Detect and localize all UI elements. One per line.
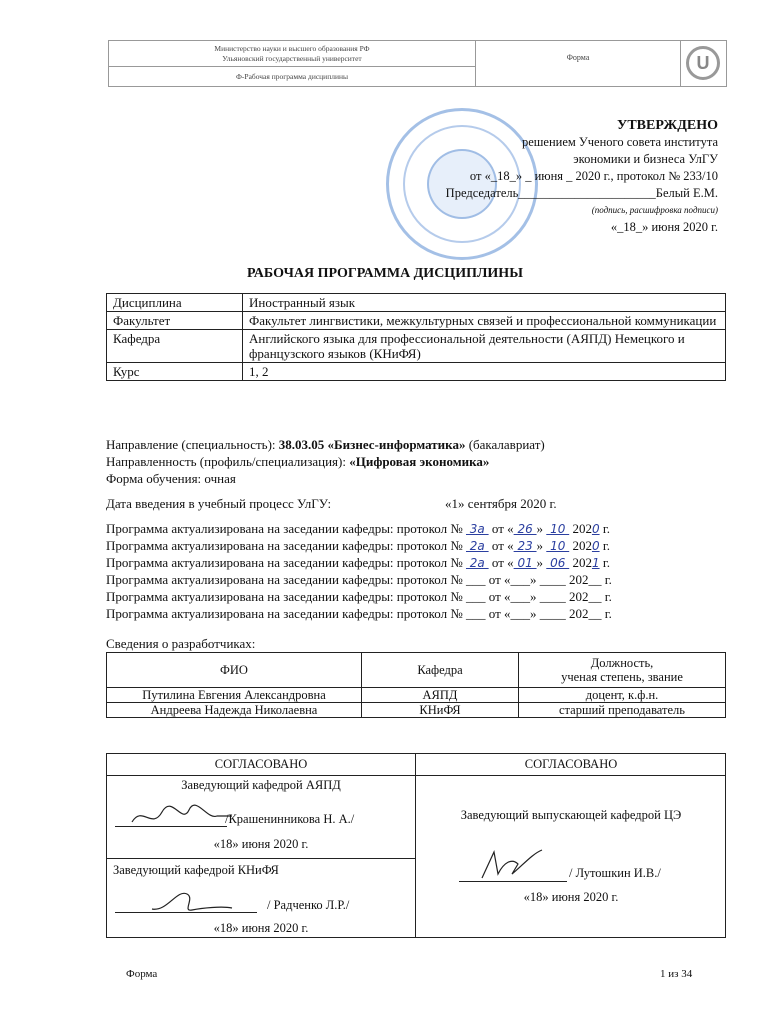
approval-title: УТВЕРЖДЕНО (617, 118, 718, 133)
page-title: РАБОЧАЯ ПРОГРАММА ДИСЦИПЛИНЫ (247, 266, 523, 281)
approval-block (446, 117, 718, 236)
discipline-table (106, 293, 726, 381)
signature-scribble (147, 884, 237, 916)
table-row (107, 312, 726, 330)
signature-scribble (127, 800, 237, 832)
doc-type: Ф-Рабочая программа дисциплины (109, 67, 476, 87)
head-ayapd-name: /Крашенинникова Н. А./ (225, 812, 355, 826)
head-ayapd: Заведующий кафедрой АЯПД (181, 778, 341, 792)
table-cell-key: Курс (107, 363, 243, 381)
signature-scribble (472, 844, 552, 884)
profile-value: «Цифровая экономика» (349, 454, 490, 469)
head-knifya-date: «18» июня 2020 г. (213, 921, 309, 935)
table-cell-key: Кафедра (107, 330, 243, 363)
table-row (107, 703, 726, 718)
table-cell-value: Факультет лингвистики, межкультурных связей и профессиональной коммуникации (243, 312, 726, 330)
approval-line4: Председатель______________________Белый Е.М. (445, 186, 718, 200)
left-agreed-title: СОГЛАСОВАНО (214, 757, 308, 771)
org-name (109, 41, 476, 67)
intro-date-label: Дата введения в учебный процесс УлГУ: (106, 496, 332, 511)
update-line: Программа актуализирована на заседании кафедры: протокол № 3а от « 26 » 10 2020 г. (106, 521, 610, 536)
developers-label: Сведения о разработчиках: (106, 636, 256, 651)
dev-dept: АЯПД (362, 688, 519, 703)
update-line: Программа актуализирована на заседании кафедры: протокол № ___ от «___» ____ 202__ г. (106, 606, 612, 621)
dev-pos: старший преподаватель (519, 703, 726, 718)
form-label: Форма (476, 41, 681, 87)
head-ayapd-date: «18» июня 2020 г. (213, 837, 309, 851)
approval-line6: «_18_» июня 2020 г. (610, 220, 718, 234)
study-form: Форма обучения: очная (106, 471, 236, 486)
update-line: Программа актуализирована на заседании кафедры: протокол № ___ от «___» ____ 202__ г. (106, 589, 612, 604)
form-header (108, 40, 727, 87)
developers-table (106, 652, 726, 718)
table-cell-value: 1, 2 (243, 363, 726, 381)
table-cell-key: Дисциплина (107, 294, 243, 312)
direction-label: Направление (специальность): (106, 437, 279, 452)
table-row (107, 688, 726, 703)
update-line: Программа актуализирована на заседании кафедры: протокол № 2а от « 01 » 06 2021 г. (106, 555, 610, 570)
intro-date-value: «1» сентября 2020 г. (445, 496, 557, 511)
table-row (107, 294, 726, 312)
footer-page: 1 из 34 (660, 968, 693, 980)
col-fio: ФИО (107, 653, 362, 688)
dev-pos: доцент, к.ф.н. (519, 688, 726, 703)
table-row (107, 363, 726, 381)
table-row (107, 330, 726, 363)
approval-line2: экономики и бизнеса УлГУ (573, 152, 718, 166)
profile-label: Направленность (профиль/специализация): (106, 454, 350, 469)
approval-line1: решением Ученого совета института (521, 135, 718, 149)
table-header-row (107, 653, 726, 688)
agreement-table (106, 753, 726, 938)
approval-line3: от «_18_» _ июня _ 2020 г., протокол № 233/10 (469, 169, 718, 183)
head-ce-name: / Лутошкин И.В./ (569, 866, 661, 880)
table-cell-value: Иностранный язык (243, 294, 726, 312)
dev-fio: Путилина Евгения Александровна (107, 688, 362, 703)
direction-value: 38.03.05 «Бизнес-информатика» (278, 437, 466, 452)
update-line: Программа актуализирована на заседании кафедры: протокол № 2а от « 23 » 10 2020 г. (106, 538, 610, 553)
footer-form: Форма (126, 968, 158, 980)
university-line: Ульяновский государственный университет (222, 54, 362, 63)
right-agreed-title: СОГЛАСОВАНО (524, 757, 618, 771)
profile-line (106, 453, 489, 470)
university-logo-icon (686, 46, 720, 80)
head-knifya-name: / Радченко Л.Р./ (267, 898, 350, 912)
head-ce-date: «18» июня 2020 г. (523, 890, 619, 904)
direction-suffix: (бакалавриат) (465, 437, 545, 452)
col-position: Должность, ученая степень, звание (519, 653, 726, 688)
dev-dept: КНиФЯ (362, 703, 519, 718)
table-cell-value: Английского языка для профессиональной деятельности (АЯПД) Немецкого и французского языков (КНиФЯ) (243, 330, 726, 363)
ministry-line: Министерство науки и высшего образования РФ (214, 44, 370, 53)
col-dept: Кафедра (362, 653, 519, 688)
direction-line (106, 436, 545, 453)
dev-fio: Андреева Надежда Николаевна (107, 703, 362, 718)
table-cell-key: Факультет (107, 312, 243, 330)
head-ce: Заведующий выпускающей кафедрой ЦЭ (460, 808, 682, 822)
update-line: Программа актуализирована на заседании кафедры: протокол № ___ от «___» ____ 202__ г. (106, 572, 612, 587)
head-knifya: Заведующий кафедрой КНиФЯ (113, 863, 279, 877)
approval-line5: (подпись, расшифровка подписи) (591, 205, 718, 215)
